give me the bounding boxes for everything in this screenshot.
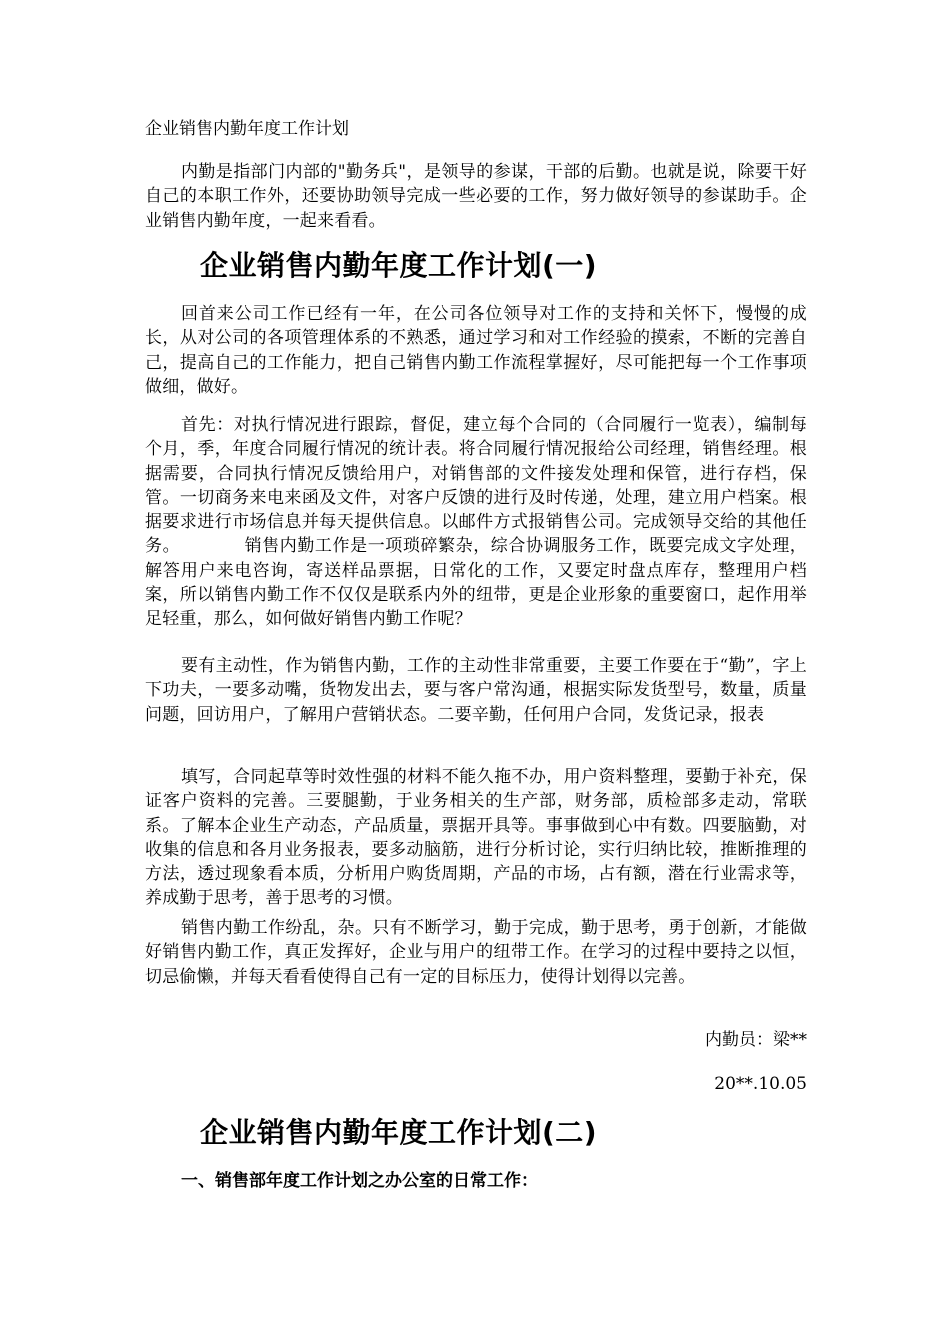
- section-1-paragraph-2: [145, 413, 807, 632]
- section-1-heading: 企业销售内勤年度工作计划(一): [200, 249, 598, 282]
- date: 20**.10.05: [714, 1074, 807, 1094]
- signature: 内勤员：梁**: [705, 1030, 807, 1050]
- section-1-paragraph-5: 填写，合同起草等时效性强的材料不能久拖不办，用户资料整理，要勤于补充，保证客户资料的完善。三要腿勤，于业务相关的生产部，财务部，质检部多走动，常联系。了解本企业生产动态，产品质量，票据开具等。事事做到心中有数。四要脑勤，对收集的信息和各月业务报表，要多动脑筋，进行分析讨论，实行归纳比较，推断推理的方法，透过现象看本质，分析用户购货周期，产品的市场，占有额，潜在行业需求等，养成勤于思考，善于思考的习惯。: [145, 767, 807, 909]
- document-title: 企业销售内勤年度工作计划: [145, 119, 349, 139]
- section-1-paragraph-4: 要有主动性，作为销售内勤，工作的主动性非常重要，主要工作要在于“勤”，字上下功夫，一要多动嘴，货物发出去，要与客户常沟通，根据实际发货型号，数量，质量问题，回访用户，了解用户营销状态。二要辛勤，任何用户合同，发货记录，报表: [145, 656, 807, 725]
- intro-paragraph: 内勤是指部门内部的"勤务兵"，是领导的参谋，干部的后勤。也就是说，除要干好自己的本职工作外，还要协助领导完成一些必要的工作，努力做好领导的参谋助手。企业销售内勤年度，一起来看看。: [145, 162, 807, 231]
- section-2-heading: 企业销售内勤年度工作计划(二): [200, 1116, 598, 1149]
- section-1-paragraph-6: 销售内勤工作纷乱，杂。只有不断学习，勤于完成，勤于思考，勇于创新，才能做好销售内勤工作，真正发挥好，企业与用户的纽带工作。在学习的过程中要持之以恒，切忌偷懒，并每天看看使得自己有一定的目标压力，使得计划得以完善。: [145, 918, 807, 987]
- section-1-paragraph-2-text: 首先：对执行情况进行跟踪，督促，建立每个合同的（合同履行一览表），编制每个月，季，年度合同履行情况的统计表。将合同履行情况报给公司经理，销售经理。根据需要，合同执行情况反馈给用户，对销售部的文件接发处理和保管，进行存档，保管。一切商务来电来函及文件，对客户反馈的进行及时传递，处理，建立用户档案。根据要求进行市场信息并每天提供信息。以邮件方式报销售公司。完成领导交给的其他任务。: [145, 415, 807, 557]
- section-2-subheading: 一、销售部年度工作计划之办公室的日常工作：: [181, 1171, 538, 1191]
- section-1-paragraph-1: 回首来公司工作已经有一年，在公司各位领导对工作的支持和关怀下，慢慢的成长，从对公司的各项管理体系的不熟悉，通过学习和对工作经验的摸索，不断的完善自己，提高自己的工作能力，把自己销售内勤工作流程掌握好，尽可能把每一个工作事项做细，做好。: [145, 304, 807, 397]
- section-1-paragraph-3-text: 销售内勤工作是一项琐碎繁杂，综合协调服务工作，既要完成文字处理，解答用户来电咨询，寄送样品票据，日常化的工作，又要定时盘点库存，整理用户档案，所以销售内勤工作不仅仅是联系内外的纽带，更是企业形象的重要窗口，起作用举足轻重，那么，如何做好销售内勤工作呢？: [145, 536, 807, 630]
